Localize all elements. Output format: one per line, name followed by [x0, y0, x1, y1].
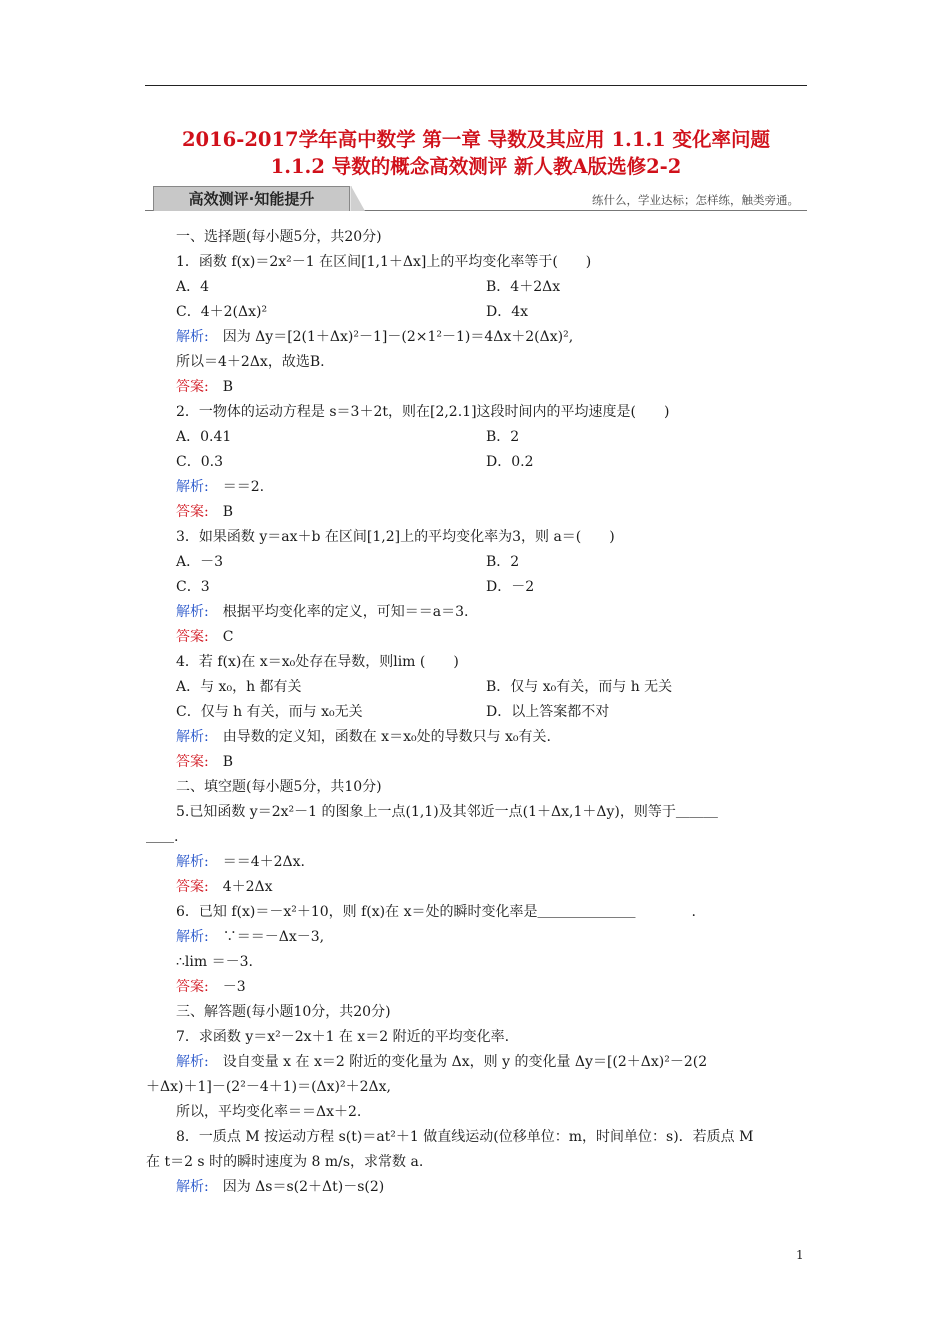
line-text: C: [208, 629, 234, 645]
text-line: [176, 803, 718, 821]
answer-label: 答案:: [176, 504, 209, 520]
line-text: B．2: [486, 429, 520, 445]
banner-tab-label: 高效测评·知能提升: [188, 190, 315, 208]
answer-label: 答案:: [176, 629, 209, 645]
line-text: ＝＝4＋2Δx.: [208, 854, 305, 870]
text-line: [486, 553, 519, 571]
line-text: 1．函数 f(x)＝2x²－1 在区间[1,1＋Δx]上的平均变化率等于( ): [176, 254, 592, 270]
analysis-label: 解析:: [176, 729, 209, 745]
line-text: C．3: [176, 579, 210, 595]
text-line: [176, 403, 669, 421]
analysis-label: 解析:: [176, 1054, 209, 1070]
text-line: [486, 678, 672, 696]
answer-label: 答案:: [176, 379, 209, 395]
top-rule: [145, 85, 807, 86]
line-text: ∴lim ＝－3.: [176, 954, 253, 970]
line-text: 4．若 f(x)在 x＝x₀处存在导数，则lim ( ): [176, 654, 459, 670]
text-line: [176, 353, 325, 371]
text-line: [176, 678, 302, 696]
text-line: [176, 628, 233, 646]
line-text: D．4x: [486, 304, 529, 320]
text-line: [176, 228, 382, 246]
line-text: C．仅与 h 有关，而与 x₀无关: [176, 704, 363, 720]
text-line: [176, 278, 209, 296]
text-line: [176, 853, 305, 871]
text-line: [486, 428, 519, 446]
line-text: 由导数的定义知，函数在 x＝x₀处的导数只与 x₀有关.: [208, 729, 551, 745]
text-line: [176, 253, 591, 271]
line-text: 因为 Δs＝s(2＋Δt)－s(2): [208, 1179, 385, 1195]
text-line: [176, 503, 233, 521]
line-text: 三、解答题(每小题10分，共20分): [176, 1004, 391, 1020]
line-text: 二、填空题(每小题5分，共10分): [176, 779, 382, 795]
line-text: 一、选择题(每小题5分，共20分): [176, 229, 382, 245]
line-text: 7．求函数 y＝x²－2x＋1 在 x＝2 附近的平均变化率.: [176, 1029, 510, 1045]
line-text: 3．如果函数 y＝ax＋b 在区间[1,2]上的平均变化率为3，则 a＝( ): [176, 529, 615, 545]
line-text: B: [208, 504, 234, 520]
line-text: D．0.2: [486, 454, 534, 470]
line-text: 5.已知函数 y＝2x²－1 的图象上一点(1,1)及其邻近一点(1＋Δx,1＋Δy)，则等于＿＿＿: [176, 804, 718, 820]
line-text: 在 t＝2 s 时的瞬时速度为 8 m/s，求常数 a.: [146, 1154, 424, 1170]
banner-tab: [153, 186, 350, 211]
page-number: 1: [796, 1248, 804, 1262]
line-text: 2．一物体的运动方程是 s＝3＋2t，则在[2,2.1]这段时间内的平均速度是( ): [176, 404, 670, 420]
line-text: B．4＋2Δx: [486, 279, 561, 295]
line-text: 所以，平均变化率＝＝Δx＋2.: [176, 1104, 362, 1120]
text-line: [486, 578, 534, 596]
line-text: 4＋2Δx: [208, 879, 273, 895]
text-line: [146, 828, 178, 846]
text-line: [176, 603, 468, 621]
line-text: 根据平均变化率的定义，可知＝＝a＝3.: [208, 604, 469, 620]
line-text: 所以＝4＋2Δx，故选B.: [176, 354, 325, 370]
line-text: B: [208, 379, 234, 395]
text-line: [176, 1028, 509, 1046]
text-line: [176, 1053, 707, 1071]
text-line: [176, 653, 459, 671]
text-line: [176, 303, 267, 321]
text-line: [176, 1178, 384, 1196]
text-line: [176, 753, 233, 771]
text-line: [146, 1078, 391, 1096]
line-text: ∵＝＝－Δx－3,: [208, 929, 325, 945]
line-text: 8．一质点 M 按运动方程 s(t)＝at²＋1 做直线运动(位移单位：m，时间单位：s)．若质点 M: [176, 1129, 754, 1145]
line-text: 因为 Δy＝[2(1＋Δx)²－1]－(2×1²－1)＝4Δx＋2(Δx)²,: [208, 329, 574, 345]
analysis-label: 解析:: [176, 1179, 209, 1195]
line-text: 6．已知 f(x)＝－x²＋10，则 f(x)在 x＝处的瞬时变化率是＿＿＿＿＿＿＿ .: [176, 904, 696, 920]
answer-label: 答案:: [176, 879, 209, 895]
text-line: [176, 528, 615, 546]
text-line: [176, 378, 233, 396]
text-line: [176, 553, 223, 571]
text-line: [176, 1003, 391, 1021]
line-text: A．－3: [176, 554, 224, 570]
line-text: C．4＋2(Δx)²: [176, 304, 268, 320]
text-line: [176, 428, 231, 446]
line-text: D．－2: [486, 579, 535, 595]
text-line: [486, 303, 528, 321]
document-title: [120, 126, 832, 180]
line-text: 设自变量 x 在 x＝2 附近的变化量为 Δx，则 y 的变化量 Δy＝[(2＋Δx)²－2(2: [208, 1054, 708, 1070]
text-line: [486, 453, 534, 471]
text-line: [176, 328, 573, 346]
line-text: B．仅与 x₀有关，而与 h 无关: [486, 679, 673, 695]
text-line: [176, 928, 324, 946]
text-line: [176, 728, 551, 746]
line-text: ＝＝2.: [208, 479, 265, 495]
line-text: D．以上答案都不对: [486, 704, 610, 720]
title-line-2: 1.1.2 导数的概念高效测评 新人教A版选修2-2: [270, 155, 682, 178]
analysis-label: 解析:: [176, 854, 209, 870]
text-line: [176, 903, 696, 921]
text-line: [486, 703, 609, 721]
text-line: [176, 478, 264, 496]
section-banner: [145, 186, 807, 212]
answer-label: 答案:: [176, 979, 209, 995]
analysis-label: 解析:: [176, 329, 209, 345]
analysis-label: 解析:: [176, 479, 209, 495]
line-text: B．2: [486, 554, 520, 570]
text-line: [176, 778, 382, 796]
text-line: [176, 953, 253, 971]
analysis-label: 解析:: [176, 604, 209, 620]
answer-label: 答案:: [176, 754, 209, 770]
analysis-label: 解析:: [176, 929, 209, 945]
text-line: [176, 878, 273, 896]
line-text: A．与 x₀，h 都有关: [176, 679, 302, 695]
text-line: [176, 1103, 361, 1121]
line-text: ＿＿.: [146, 829, 179, 845]
line-text: B: [208, 754, 234, 770]
text-line: [176, 578, 210, 596]
text-line: [176, 1128, 753, 1146]
title-line-1: 2016-2017学年高中数学 第一章 导数及其应用 1.1.1 变化率问题: [181, 128, 771, 151]
banner-motto: 练什么，学业达标；怎样练，触类旁通。: [592, 193, 799, 207]
text-line: [176, 453, 223, 471]
line-text: A．4: [176, 279, 210, 295]
text-line: [486, 278, 560, 296]
line-text: C．0.3: [176, 454, 223, 470]
text-line: [176, 703, 363, 721]
line-text: ＋Δx)＋1]－(2²－4＋1)＝(Δx)²＋2Δx,: [146, 1079, 391, 1095]
line-text: A．0.41: [176, 429, 232, 445]
text-line: [176, 978, 246, 996]
line-text: －3: [208, 979, 246, 995]
text-line: [146, 1153, 423, 1171]
banner-tab-tail: [351, 186, 365, 211]
